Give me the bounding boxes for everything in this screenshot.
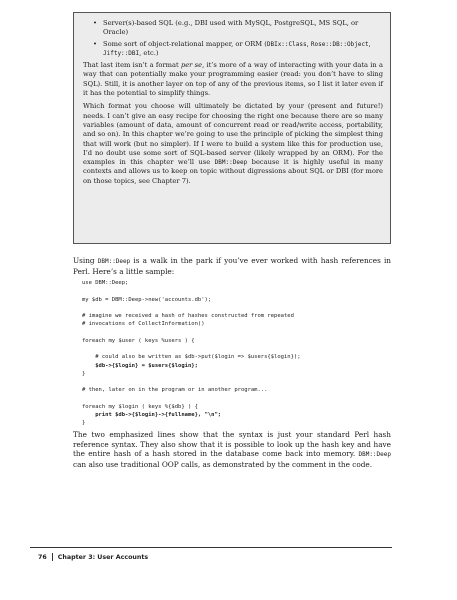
- list-item: • Some sort of object-relational mapper, or ORM (DBIx::Class, Rose::DB::Object, Jifty::DBI, etc.): [103, 40, 383, 59]
- code-line: }: [82, 420, 86, 427]
- code-line: foreach my $user ( keys %users ) {: [82, 337, 195, 344]
- code-line: [82, 395, 382, 403]
- inline-code: DBM::Deep: [97, 258, 131, 265]
- code-line: use DBM::Deep;: [82, 280, 129, 286]
- intro-paragraph: Using DBM::Deep is a walk in the park if you’ve ever worked with hash references in Perl. Here’s a little sample:: [73, 256, 391, 276]
- code-line: [82, 329, 382, 337]
- sidebar-paragraph: That last item isn’t a format per se, it’s more of a way of interacting with your data in a way that can potentially make your programming easier (read: you don’t have to sling SQL). Still, it is another layer on top of any of the previous items, so I list it later even if it has the potential to simplify things.: [83, 61, 384, 98]
- sidebar-paragraph: Which format you choose will ultimately be dictated by your (present and future!) needs. I can’t give an easy recipe for choosing the right one because there are so many variables (amount of data, amount of concurrent read or read/write access, portability, and so on). In this chapter we’re going to use the principle of picking the simplest thing that will work (but no simpler). If I were to build a system like this for production use, I’d no doubt use some sort of SQL-based server (likely wrapped by an ORM). For the examples in this chapter we’ll use DBM::Deep because it is highly useful in many contexts and allows us to keep on topic without digressions about SQL or DBI (for more on those topics, see Chapter 7).: [83, 102, 383, 185]
- page-footer: [38, 553, 148, 561]
- code-line: [82, 345, 382, 353]
- running-footer-chapter: Chapter 3: User Accounts: [57, 553, 149, 561]
- code-line: # imagine we received a hash of hashes constructed from repeated: [82, 313, 294, 319]
- inline-code: Jifty::DBI: [103, 49, 140, 57]
- code-listing: [82, 279, 382, 428]
- code-line: my $db = DBM::Deep->new('accounts.db');: [82, 296, 212, 303]
- code-line: foreach my $login ( keys %{$db} ) {: [82, 403, 198, 410]
- sidebar-bullet-list: [83, 19, 383, 58]
- code-line: }: [82, 370, 86, 377]
- inline-code: DBM::Deep: [358, 451, 391, 459]
- page-number: 76: [38, 553, 47, 561]
- emphasis: per se: [180, 61, 203, 70]
- footer-divider: [30, 547, 392, 548]
- code-line: # then, later on in the program or in another program...: [82, 387, 268, 394]
- inline-code: DBIx::Class: [266, 40, 307, 48]
- code-line: [82, 378, 382, 386]
- sidebar-box: [73, 12, 391, 244]
- inline-code: DBM::Deep: [214, 159, 248, 167]
- inline-code: Rose::DB::Object: [310, 40, 369, 48]
- code-line: # could also be written as $db->put($login => $users{$login});: [82, 354, 301, 361]
- code-line: # invocations of CollectInformation(): [82, 321, 205, 328]
- code-line: [82, 287, 382, 295]
- code-line: print $db->{$login}->{fullname}, "\n";: [82, 412, 222, 418]
- list-item: • Server(s)-based SQL (e.g., DBI used with MySQL, PostgreSQL, MS SQL, or Oracle): [103, 19, 383, 38]
- code-line: $db->{$login} = $users{$login};: [82, 362, 198, 369]
- footer-separator: [52, 553, 53, 561]
- code-line: [82, 304, 382, 312]
- outro-paragraph: The two emphasized lines show that the syntax is just your standard Perl hash reference syntax. They also show that it is possible to look up the hash key and have the entire hash of a hash stored in the database come back into memory. DBM::Deep can also use traditional OOP calls, as demonstrated by the comment in the code.: [73, 430, 391, 469]
